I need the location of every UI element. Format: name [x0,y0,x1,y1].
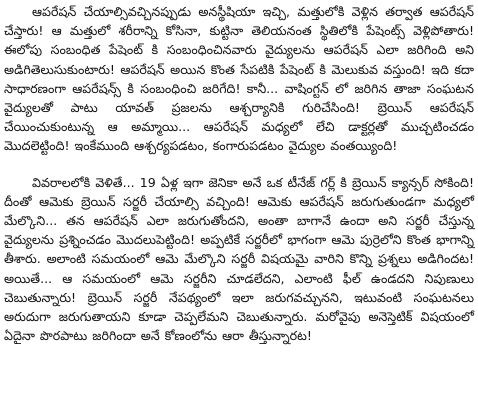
article-paragraph-1: ఆపరేషన్ చేయాల్సివచ్చినప్పుడు అనస్థీషియా ఇచ్చి, మత్తులోకి వెళ్లిన తర్వాత ఆపరేషన్ చేస్తారు! ఆ మత్తులో శరీరాన్ని కోసినా, కుట్టినా తెలియనంత స్థితిలోకి పేషెంట్స్ వెళ్లిపోతారు! ఈలోపు సంబంధిత పేషెంట్ కి సంబంధించినవారు వైద్యులను ఆపరేషన్ ఎలా జరిగింది అని అడిగితెలుసుకుంటారు! ఆపరేషన్ అయిన కొంత సేపటికి పేషెంట్ కి మెలుకువ వస్తుంది! ఇది కదా సాధారణంగా ఆపరేషన్స్ కి సంబంధించి జరిగేది! కానీ... వాషింగ్టన్ లో జరిగిన తాజా సంఘటన వైద్యులతో పాటు యావత్ ప్రజలను ఆశ్చర్యానికి గురిచేసింది! బ్రెయిన్ ఆపరేషన్ చేయించుకుంటున్న ఆ అమ్మాయి... ఆపరేషన్ మధ్యలో లేచి డాక్టర్లతో ముచ్చటించడం మొదలెట్టింది! ఇంకేముంది ఆశ్చర్యపడటం, కంగారుపడటం వైద్యుల వంతయ్యింది! [4,4,474,154]
article-paragraph-2: వివరాలలోకి వెళితే... 19 ఏళ్ల ఇగా జెనికా అనే ఒక టీనేజ్ గర్ల్ కి బ్రెయిన్ క్యాన్సర్ సోకింది! దీంతో ఆమెకు బ్రెయిన్ సర్జరీ చేయాల్సి వచ్చింది! ఆమెకు ఆపరేషన్ జరుగుతుండగా మధ్యలో మేల్కొని... తన ఆపరేషన్ ఎలా జరుగుతోందని, అంతా బాగానే ఉందా అని సర్జరీ చేస్తున్న వైద్యులను ప్రశ్నించడం మొదలుపెట్టింది! అప్పటికే సర్జరీలో భాగంగా ఆమె పుర్రెలోని కొంత భాగాన్ని తీశారు. అలాంటి సమయంలో ఆమె మేల్కొని సర్జరీ విషయమై వారిని కొన్ని ప్రశ్నలు అడిగిందట! అయితే... ఆ సమయంలో ఆమె సర్జరీని చూడలేదని, ఎలాంటి ఫీల్ ఉండదని నిపుణులు చెబుతున్నారు! బ్రెయిన్ సర్జరీ నేపథ్యంలో ఇలా జరుగవచ్చునని, ఇటువంటి సంఘటనలు అరుదుగా జరుగుతాయని కూడా చెప్పలేమని చెబుతున్నారు. మరోవైపు అనెస్తెటిక్ విషయంలో ఏదైనా పొరపాటు జరిగిందా అనే కోణంలోను ఆరా తీస్తున్నారట! [4,174,474,344]
